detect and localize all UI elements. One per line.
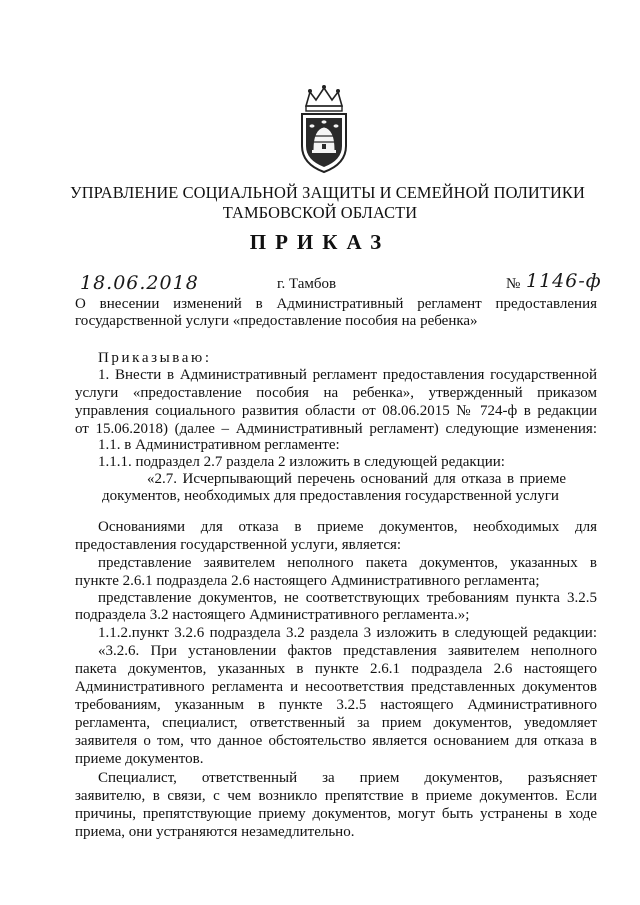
number-sign: № xyxy=(506,276,521,292)
coat-of-arms-icon xyxy=(292,84,356,176)
quote-3-2-6-line-4: требованиям, указанным в пункте 3.2.5 настоящего Административного xyxy=(75,697,597,713)
paragraph-1-line-2: услуги «предоставление пособия на ребенка», утвержденный приказом xyxy=(75,385,597,401)
predstavlenie-2-line-2: подраздела 3.2 настоящего Административного регламента.»; xyxy=(75,607,470,623)
quote-3-2-6-line-2: пакета документов, указанных в пункте 2.6.1 подраздела 2.6 настоящего xyxy=(75,661,597,677)
city-name: г. Тамбов xyxy=(277,276,337,292)
handwritten-document-number: 1146-ф xyxy=(526,270,602,292)
specialist-line-3: причины, препятствующие приему документов, могут быть устранены в ходе xyxy=(75,806,597,822)
paragraph-1-1: 1.1. в Административном регламенте: xyxy=(98,437,340,453)
organization-name xyxy=(70,183,585,223)
specialist-line-1: Специалист, ответственный за прием документов, разъясняет xyxy=(98,770,597,786)
quote-2-7-line-2: документов, необходимых для предоставления государственной услуги xyxy=(102,488,559,504)
tambov-coat-of-arms-emblem xyxy=(292,84,356,176)
predstavlenie-1-line-2: пункте 2.6.1 подраздела 2.6 настоящего Административного регламента; xyxy=(75,573,540,589)
quote-3-2-6-line-1: «3.2.6. При установлении фактов представления заявителем неполного xyxy=(98,643,597,659)
document-type-title: ПРИКАЗ xyxy=(249,230,391,254)
org-line-1: УПРАВЛЕНИЕ СОЦИАЛЬНОЙ ЗАЩИТЫ И СЕМЕЙНОЙ ПОЛИТИКИ xyxy=(70,183,585,202)
org-line-2: ТАМБОВСКОЙ ОБЛАСТИ xyxy=(222,203,418,222)
predstavlenie-2-line-1: представление документов, не соответствующих требованиям пункта 3.2.5 xyxy=(98,590,597,606)
quote-3-2-6-line-7: приеме документов. xyxy=(75,751,204,767)
handwritten-date: 18.06.2018 xyxy=(80,272,199,294)
paragraph-1-line-1: 1. Внести в Административный регламент предоставления государственной xyxy=(98,367,597,383)
paragraph-1-line-4: от 15.06.2018) (далее – Административный регламент) следующие изменения: xyxy=(75,421,597,437)
paragraph-1-line-3: управления социального развития области от 08.06.2015 № 724-ф в редакции xyxy=(75,403,597,419)
subject-line-2: государственной услуги «предоставление пособия на ребенка» xyxy=(75,313,478,329)
paragraph-1-1-2: 1.1.2.пункт 3.2.6 подраздела 3.2 раздела 3 изложить в следующей редакции: xyxy=(98,625,597,641)
paragraph-1-1-1: 1.1.1. подраздел 2.7 раздела 2 изложить в следующей редакции: xyxy=(98,454,505,470)
quote-3-2-6-line-6: заявителя о том, что данное обстоятельство является основанием для отказа в xyxy=(75,733,597,749)
quote-3-2-6-line-3: Административного регламента и несоответствия представленных документов xyxy=(75,679,597,695)
quote-2-7-line-1: «2.7. Исчерпывающий перечень оснований для отказа в приеме xyxy=(147,471,566,487)
predstavlenie-1-line-1: представление заявителем неполного пакета документов, указанных в xyxy=(98,555,597,571)
subject-line-1: О внесении изменений в Административный регламент предоставления xyxy=(75,296,597,312)
specialist-line-4: приема, они устраняются незамедлительно. xyxy=(75,824,355,840)
specialist-line-2: заявителю, в связи, с чем возникло препятствие в приеме документов. Если xyxy=(75,788,597,804)
osnovaniya-line-2: предоставления государственной услуги, является: xyxy=(75,537,402,553)
prikazyvayu-heading: Приказываю: xyxy=(98,350,212,366)
osnovaniya-line-1: Основаниями для отказа в приеме документов, необходимых для xyxy=(98,519,597,535)
quote-3-2-6-line-5: регламента, специалист, ответственный за прием документов, уведомляет xyxy=(75,715,597,731)
